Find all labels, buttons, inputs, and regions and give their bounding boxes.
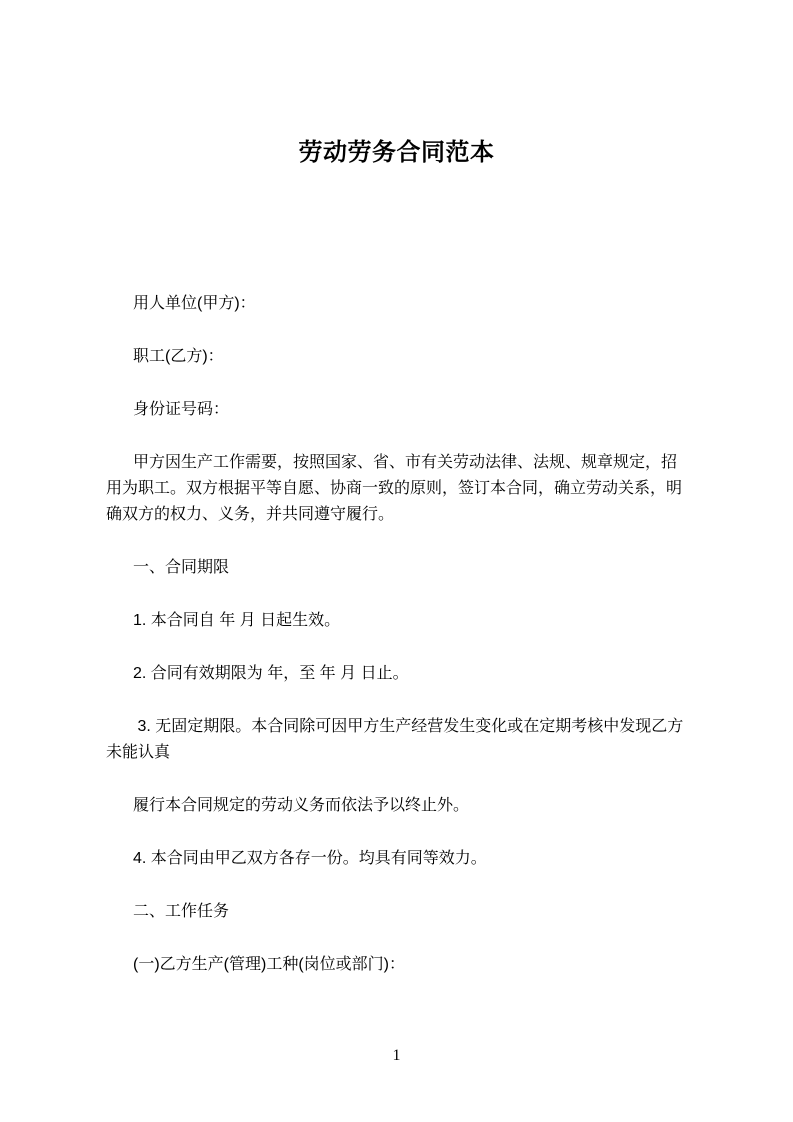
para-preamble: 甲方因生产工作需要，按照国家、省、市有关劳动法律、法规、规章规定，招用为职工。双方根据平等自愿、协商一致的原则，签订本合同，确立劳动关系，明确双方的权力、义务，并共同遵守履行。 (106, 454, 683, 523)
para-clause-2-1: (一)乙方生产(管理)工种(岗位或部门)： (133, 956, 405, 973)
para-section-1-heading: 一、合同期限 (133, 559, 230, 576)
para-clause-1-3: 3. 无固定期限。本合同除可因甲方生产经营发生变化或在定期考核中发现乙方未能认真 (106, 718, 684, 761)
para-id-number-label: 身份证号码： (133, 401, 230, 418)
para-clause-1-1: 1. 本合同自 年 月 日起生效。 (133, 612, 341, 629)
para-party-a-label: 用人单位(甲方)： (133, 295, 256, 312)
document-body (0, 291, 793, 978)
para-clause-1-2: 2. 合同有效期限为 年，至 年 月 日止。 (133, 665, 409, 682)
para-section-2-heading: 二、工作任务 (133, 903, 230, 920)
para-clause-1-4: 4. 本合同由甲乙双方各存一份。均具有同等效力。 (133, 850, 487, 867)
page-number: 1 (392, 1047, 401, 1064)
document-title: 劳动劳务合同范本 (298, 139, 495, 166)
para-party-b-label: 职工(乙方)： (133, 348, 224, 365)
para-clause-1-3-continued: 履行本合同规定的劳动义务而依法予以终止外。 (133, 797, 470, 814)
